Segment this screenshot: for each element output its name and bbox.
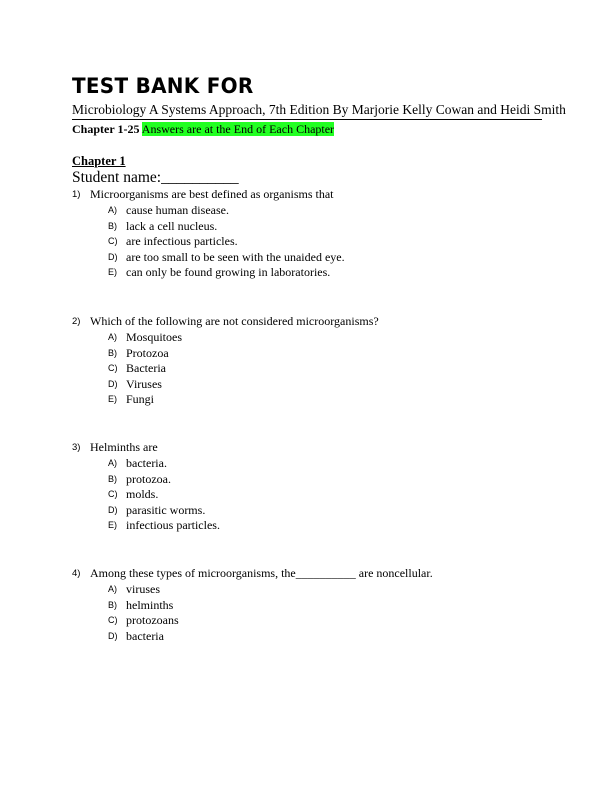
student-name-field: Student name:__________ — [72, 169, 239, 186]
answer-option — [72, 234, 542, 250]
answer-option — [72, 629, 542, 645]
option-letter: C) — [108, 615, 118, 626]
option-text: protozoans — [126, 613, 179, 628]
option-text: helminths — [126, 597, 174, 612]
option-letter: B) — [108, 473, 117, 484]
option-text: bacteria. — [126, 456, 167, 470]
answer-options — [72, 582, 542, 644]
answer-option — [72, 219, 542, 235]
answer-option — [72, 377, 542, 393]
option-text: lack a cell nucleus. — [126, 218, 218, 233]
option-text: protozoa. — [126, 471, 171, 486]
book-subtitle: Microbiology A Systems Approach, 7th Edition By Marjorie Kelly Cowan and Heidi Smith — [72, 102, 566, 117]
answer-option — [72, 392, 542, 408]
answer-option — [72, 503, 542, 519]
option-letter: A) — [108, 332, 117, 342]
option-text: are too small to be seen with the unaided eye. — [126, 249, 345, 264]
option-letter: C) — [108, 236, 118, 247]
option-text: Viruses — [126, 376, 162, 391]
answer-option — [72, 330, 542, 346]
option-text: parasitic worms. — [126, 502, 206, 517]
answer-option — [72, 487, 542, 503]
option-letter: D) — [108, 251, 118, 262]
answer-option — [72, 613, 542, 629]
option-text: Fungi — [126, 392, 155, 407]
option-letter: A) — [108, 584, 117, 594]
question-1 — [72, 187, 542, 281]
option-letter: D) — [108, 504, 118, 515]
option-text: are infectious particles. — [126, 234, 238, 249]
option-letter: E) — [108, 394, 117, 405]
answer-options — [72, 330, 542, 408]
option-letter: C) — [108, 489, 118, 500]
answer-option — [72, 582, 542, 598]
answer-option — [72, 472, 542, 488]
question-2 — [72, 314, 542, 408]
question-number: 4) — [72, 568, 81, 579]
option-text: bacteria — [126, 628, 164, 643]
option-letter: A) — [108, 205, 117, 215]
option-letter: B) — [108, 220, 117, 231]
answer-option — [72, 361, 542, 377]
option-text: infectious particles. — [126, 518, 220, 533]
question-number: 1) — [72, 189, 81, 200]
option-letter: B) — [108, 347, 117, 358]
option-text: molds. — [126, 487, 159, 502]
option-letter: D) — [108, 630, 118, 641]
answer-option — [72, 598, 542, 614]
option-letter: E) — [108, 520, 117, 531]
option-letter: B) — [108, 599, 117, 610]
answer-options — [72, 203, 542, 281]
question-text: Which of the following are not considered microorganisms? — [90, 314, 379, 328]
answer-option — [72, 203, 542, 219]
question-number: 2) — [72, 316, 81, 327]
question-3 — [72, 440, 542, 534]
answer-option — [72, 346, 542, 362]
option-text: viruses — [126, 582, 160, 596]
option-letter: A) — [108, 458, 117, 468]
answer-options — [72, 456, 542, 534]
answer-option — [72, 250, 542, 266]
answer-option — [72, 518, 542, 534]
option-letter: D) — [108, 378, 118, 389]
header-divider — [72, 119, 542, 120]
question-text: Among these types of microorganisms, the__________ are noncellular. — [90, 566, 433, 580]
document-title: TEST BANK FOR — [72, 74, 254, 98]
answer-option — [72, 456, 542, 472]
option-text: Bacteria — [126, 361, 166, 376]
option-letter: E) — [108, 267, 117, 278]
option-letter: C) — [108, 363, 118, 374]
chapter-heading: Chapter 1 — [72, 154, 126, 168]
question-4 — [72, 566, 542, 644]
chapter-range: Chapter 1-25 — [72, 122, 140, 136]
option-text: Protozoa — [126, 345, 169, 360]
answer-option — [72, 265, 542, 281]
question-number: 3) — [72, 442, 81, 453]
question-text: Microorganisms are best defined as organisms that — [90, 187, 334, 201]
option-text: cause human disease. — [126, 203, 229, 217]
question-text: Helminths are — [90, 440, 158, 454]
option-text: can only be found growing in laboratories. — [126, 265, 331, 280]
option-text: Mosquitoes — [126, 330, 183, 344]
answers-note: Answers are at the End of Each Chapter — [141, 122, 335, 136]
chapter-range-line — [72, 122, 334, 137]
